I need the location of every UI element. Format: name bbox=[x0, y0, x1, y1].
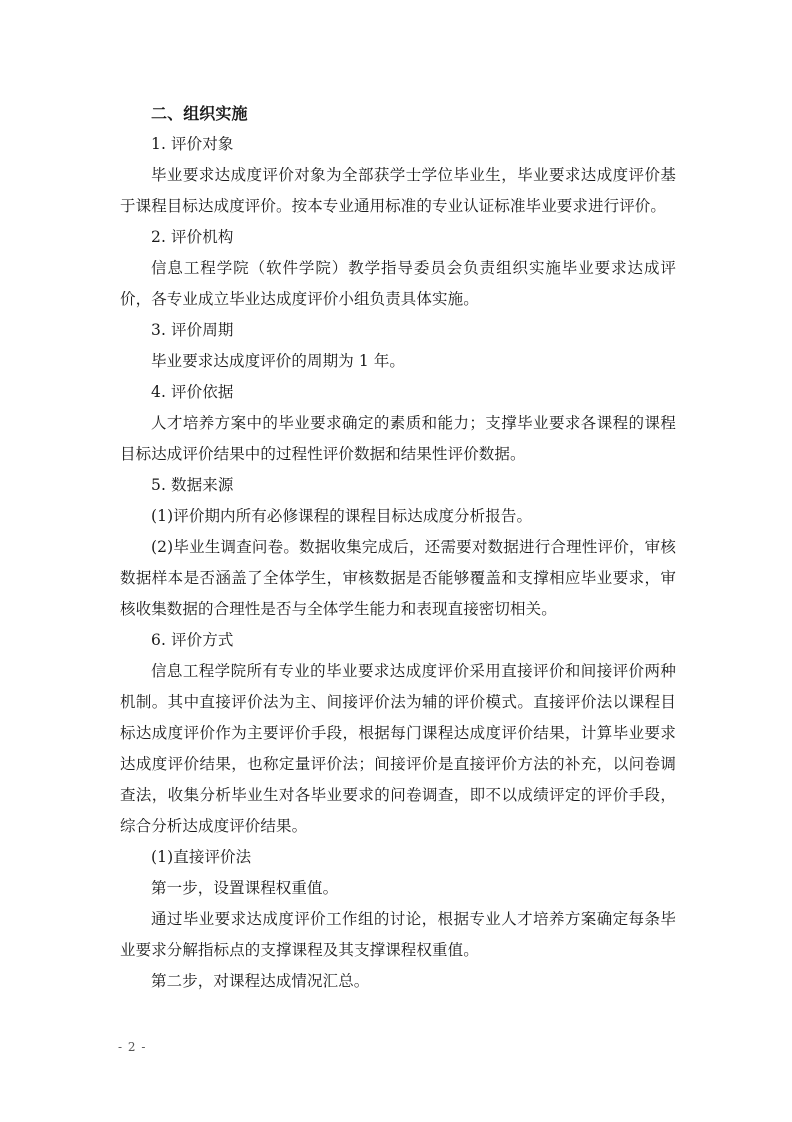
paragraph-evaluation-object: 毕业要求达成度评价对象为全部获学士学位毕业生，毕业要求达成度评价基于课程目标达成度评价。按本专业通用标准的专业认证标准毕业要求进行评价。 bbox=[120, 166, 676, 215]
subsection-title-evaluation-body: 2. 评价机构 bbox=[151, 228, 234, 246]
paragraph-data-source-2: (2)毕业生调查问卷。数据收集完成后，还需要对数据进行合理性评价，审核数据样本是否涵盖了全体学生，审核数据是否能够覆盖和支撑相应毕业要求，审核收集数据的合理性是否与全体学生能力和表现直接密切相关。 bbox=[120, 538, 676, 618]
paragraph-evaluation-cycle: 毕业要求达成度评价的周期为 1 年。 bbox=[151, 352, 406, 370]
subsection-title-evaluation-cycle: 3. 评价周期 bbox=[151, 321, 234, 339]
subsection-title-data-source: 5. 数据来源 bbox=[151, 476, 234, 494]
paragraph-data-source-1: (1)评价期内所有必修课程的课程目标达成度分析报告。 bbox=[151, 507, 533, 525]
section-heading: 二、组织实施 bbox=[151, 104, 248, 123]
paragraph-evaluation-method: 信息工程学院所有专业的毕业要求达成度评价采用直接评价和间接评价两种机制。其中直接评价法为主、间接评价法为辅的评价模式。直接评价法以课程目标达成度评价作为主要评价手段，根据每门课程达成度评价结果，计算毕业要求达成度评价结果，也称定量评价法；间接评价是直接评价方法的补充，以问卷调查法，收集分析毕业生对各毕业要求的问卷调查，即不以成绩评定的评价手段，综合分析达成度评价结果。 bbox=[120, 662, 676, 835]
paragraph-direct-evaluation-title: (1)直接评价法 bbox=[151, 848, 252, 866]
subsection-title-evaluation-method: 6. 评价方式 bbox=[151, 631, 234, 649]
subsection-title-evaluation-basis: 4. 评价依据 bbox=[151, 383, 234, 401]
paragraph-step-one-description: 通过毕业要求达成度评价工作组的讨论，根据专业人才培养方案确定每条毕业要求分解指标点的支撑课程及其支撑课程权重值。 bbox=[120, 910, 676, 959]
paragraph-step-one: 第一步，设置课程权重值。 bbox=[151, 879, 339, 897]
page-number: - 2 - bbox=[118, 1040, 147, 1054]
paragraph-step-two: 第二步，对课程达成情况汇总。 bbox=[151, 972, 370, 990]
document-body bbox=[120, 98, 676, 997]
paragraph-evaluation-basis: 人才培养方案中的毕业要求确定的素质和能力；支撑毕业要求各课程的课程目标达成评价结果中的过程性评价数据和结果性评价数据。 bbox=[120, 414, 676, 463]
paragraph-evaluation-body: 信息工程学院（软件学院）教学指导委员会负责组织实施毕业要求达成评价，各专业成立毕业达成度评价小组负责具体实施。 bbox=[120, 259, 676, 308]
subsection-title-evaluation-object: 1. 评价对象 bbox=[151, 135, 234, 153]
